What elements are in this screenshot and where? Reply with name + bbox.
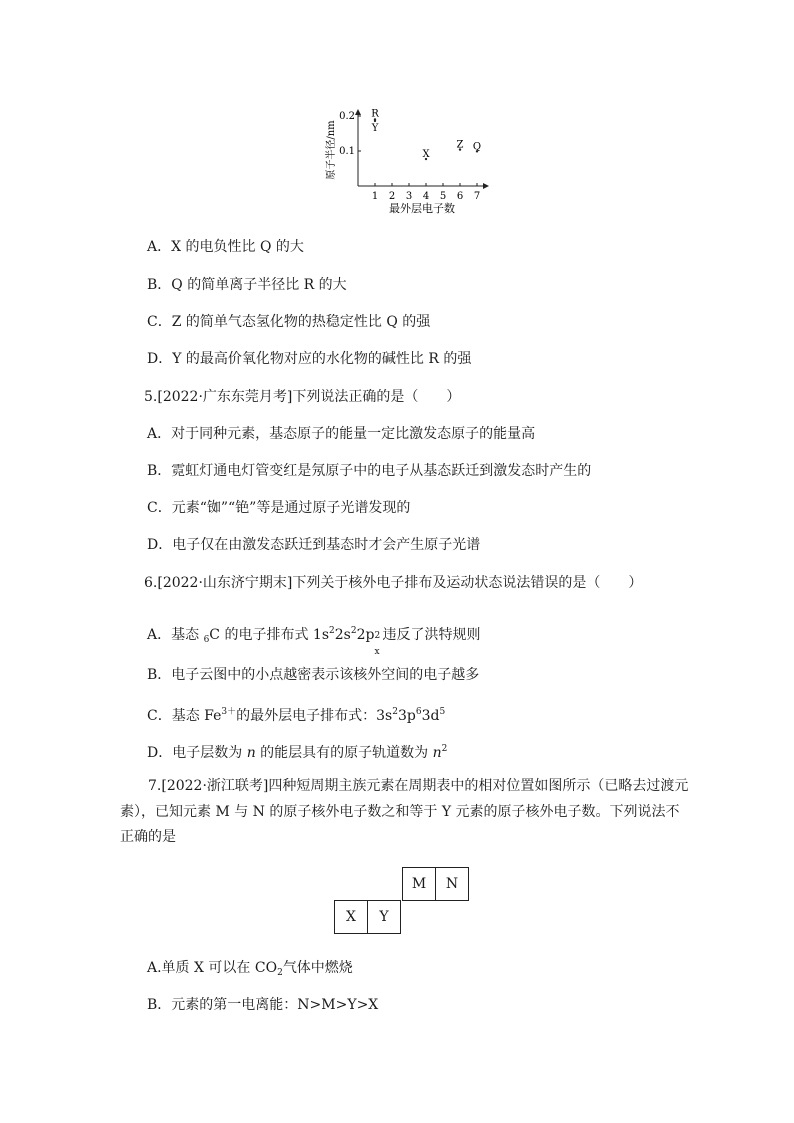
point-label-x: X	[422, 149, 430, 161]
cell-n: N	[435, 867, 469, 901]
q6a-element: C 的电子排布式 1s	[209, 627, 330, 643]
q6d-exp: 2	[441, 744, 448, 754]
q6d-pre: D．电子层数为	[147, 745, 247, 761]
q6c-mid: 的最外层电子排布式：3s	[236, 708, 393, 724]
q6a-pre: A．基态	[147, 627, 204, 643]
q4-option-a: A．X 的电负性比 Q 的大	[147, 239, 304, 255]
x-tick-label: 5	[439, 191, 447, 202]
q6a-exp1: 2	[329, 626, 335, 636]
q7a-sub: 2	[277, 968, 283, 978]
q7-stem-line1: 7.[2022·浙江联考]四种短周期主族元素在周期表中的相对位置如图所示（已略去过渡元	[148, 778, 689, 794]
point-label-y: Y	[371, 122, 379, 134]
q5-stem: 5.[2022·广东东莞月考]下列说法正确的是（ ）	[144, 389, 461, 405]
q6-option-c	[147, 703, 445, 725]
q7-option-b: B．元素的第一电离能：N>M>Y>X	[147, 997, 379, 1013]
q6-option-d	[147, 740, 447, 762]
x-tick-label: 2	[388, 191, 396, 202]
y-axis-label: 原子半径/nm	[326, 120, 337, 180]
x-tick-label: 6	[456, 191, 464, 202]
q7-stem-line2: 素），已知元素 M 与 N 的原子核外电子数之和等于 Y 元素的原子核外电子数。下列说法不	[120, 804, 680, 820]
q5-option-b: B．霓虹灯通电灯管变红是氖原子中的电子从基态跃迁到激发态时产生的	[147, 463, 592, 479]
q6-stem: 6.[2022·山东济宁期末]下列关于核外电子排布及运动状态说法错误的是（ ）	[144, 575, 643, 591]
x-tick-label: 4	[422, 191, 430, 202]
cell-m: M	[402, 867, 436, 901]
q6-option-b: B．电子云图中的小点越密表示该核外空间的电子越多	[147, 667, 480, 683]
y-tick-label: 0.1	[339, 146, 355, 157]
q6-option-a	[147, 622, 481, 657]
point-label-r: R	[371, 108, 379, 120]
q7-option-a	[147, 959, 353, 982]
q6c-pre: C．基态 Fe	[147, 708, 222, 724]
point-label-z: Z	[456, 139, 464, 151]
y-tick-label: 0.2	[339, 111, 355, 122]
q6a-stack-top: 2	[374, 631, 381, 641]
q5-option-c: C．元素“铷”“铯”等是通过原子光谱发现的	[147, 500, 411, 516]
q6c-charge: 3＋	[221, 707, 237, 717]
q5-option-a: A．对于同种元素，基态原子的能量一定比激发态原子的能量高	[147, 426, 536, 442]
q6c-orb1: 3p	[397, 708, 416, 724]
q6d-n1: n	[246, 745, 256, 761]
q4-option-c: C．Z 的简单气态氢化物的热稳定性比 Q 的强	[147, 314, 431, 330]
q6a-atomic-number: 6	[203, 635, 210, 645]
ticks	[339, 108, 481, 202]
q6c-exp2: 6	[415, 707, 422, 717]
x-tick-label: 3	[405, 191, 413, 202]
q6c-exp3: 5	[439, 707, 446, 717]
q6c-exp1: 2	[392, 707, 398, 717]
q6a-exp2: 2	[350, 626, 357, 636]
cell-y: Y	[367, 900, 401, 934]
point-y	[374, 120, 376, 122]
atomic-radius-chart	[322, 106, 494, 218]
q7-stem-line3: 正确的是	[120, 829, 176, 845]
q6a-orb2: 2p	[356, 627, 375, 643]
q4-option-d: D．Y 的最高价氧化物对应的水化物的碱性比 R 的强	[147, 351, 472, 367]
cell-x: X	[334, 900, 368, 934]
q6a-stack-bottom: x	[374, 647, 380, 657]
q5-option-d: D．电子仅在由激发态跃迁到基态时才会产生原子光谱	[147, 537, 481, 553]
q6d-n2: n	[432, 745, 442, 761]
x-tick-label: 7	[473, 191, 481, 202]
x-tick-label: 1	[371, 191, 379, 202]
q7a-post: 气体中燃烧	[282, 960, 353, 976]
q6a-post: 违反了洪特规则	[382, 627, 481, 643]
point-label-q: Q	[472, 141, 482, 153]
q6c-orb2: 3d	[421, 708, 440, 724]
points	[371, 109, 481, 161]
q4-option-b: B．Q 的简单离子半径比 R 的大	[147, 277, 347, 293]
chart-svg	[322, 106, 494, 218]
x-axis-label: 最外层电子数	[389, 202, 455, 215]
q6d-mid: 的能层具有的原子轨道数为	[255, 745, 433, 761]
q7a-pre: A.单质 X 可以在 CO	[147, 960, 278, 976]
q6a-orb1: 2s	[334, 627, 351, 643]
